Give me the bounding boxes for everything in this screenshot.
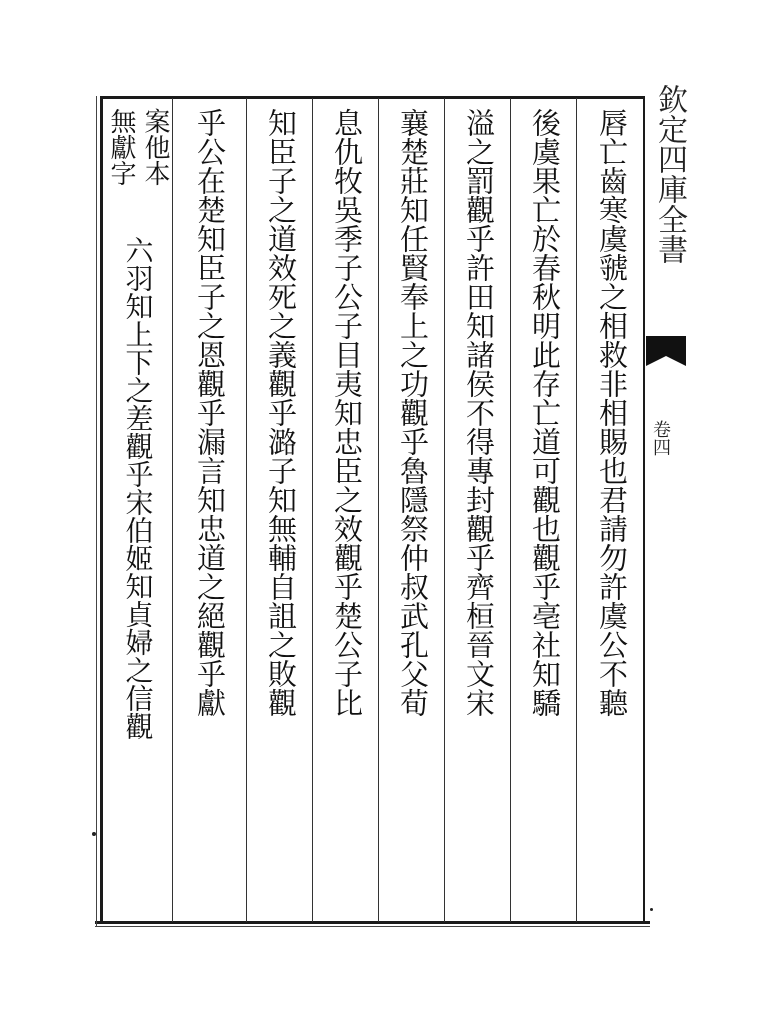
fish-tail-mark <box>646 336 686 376</box>
column-text: 息仇牧吳季子公子目夷知忠臣之效觀乎楚公子比 <box>330 108 364 717</box>
frame-left-border <box>100 96 103 924</box>
column-text: 後虞果亡於春秋明此存亡道可觀也觀乎亳社知驕 <box>528 108 562 717</box>
scan-speck <box>92 832 96 836</box>
column-rule <box>172 98 173 922</box>
text-column-5 <box>315 108 379 918</box>
text-column-8 <box>106 236 170 740</box>
frame-top-border <box>100 96 645 99</box>
text-column-4 <box>381 108 445 918</box>
volume-label: 卷四 <box>650 420 671 456</box>
text-column-7 <box>178 108 242 918</box>
frame-bottom-border <box>95 921 650 924</box>
column-rule <box>246 98 247 922</box>
text-column-6 <box>249 108 313 918</box>
text-column-2 <box>513 108 577 918</box>
note-right-line: 案他本 <box>140 108 170 186</box>
column-text: 襄楚莊知任賢奉上之功觀乎魯隱祭仲叔武孔父荀 <box>396 108 430 717</box>
note-left-line: 無獻字 <box>106 108 136 186</box>
frame-left-outer-border <box>96 96 97 926</box>
column-text: 六羽知上下之差觀乎宋伯姬知貞婦之信觀 <box>121 236 155 740</box>
column-text: 唇亡齒寒虞虢之相救非相賜也君請勿許虞公不聽 <box>595 108 629 717</box>
book-title: 欽定四庫全書 <box>652 84 687 264</box>
column-text: 知臣子之道效死之義觀乎潞子知無輔自詛之敗觀 <box>264 108 298 717</box>
text-column-3 <box>447 108 511 918</box>
column-text: 乎公在楚知臣子之恩觀乎漏言知忠道之絕觀乎獻 <box>193 108 227 717</box>
text-column-1 <box>580 108 644 918</box>
scan-speck <box>650 908 653 911</box>
frame-bottom-inner-border <box>95 926 650 927</box>
column-text: 溢之罰觀乎許田知諸侯不得專封觀乎齊桓晉文宋 <box>462 108 496 717</box>
